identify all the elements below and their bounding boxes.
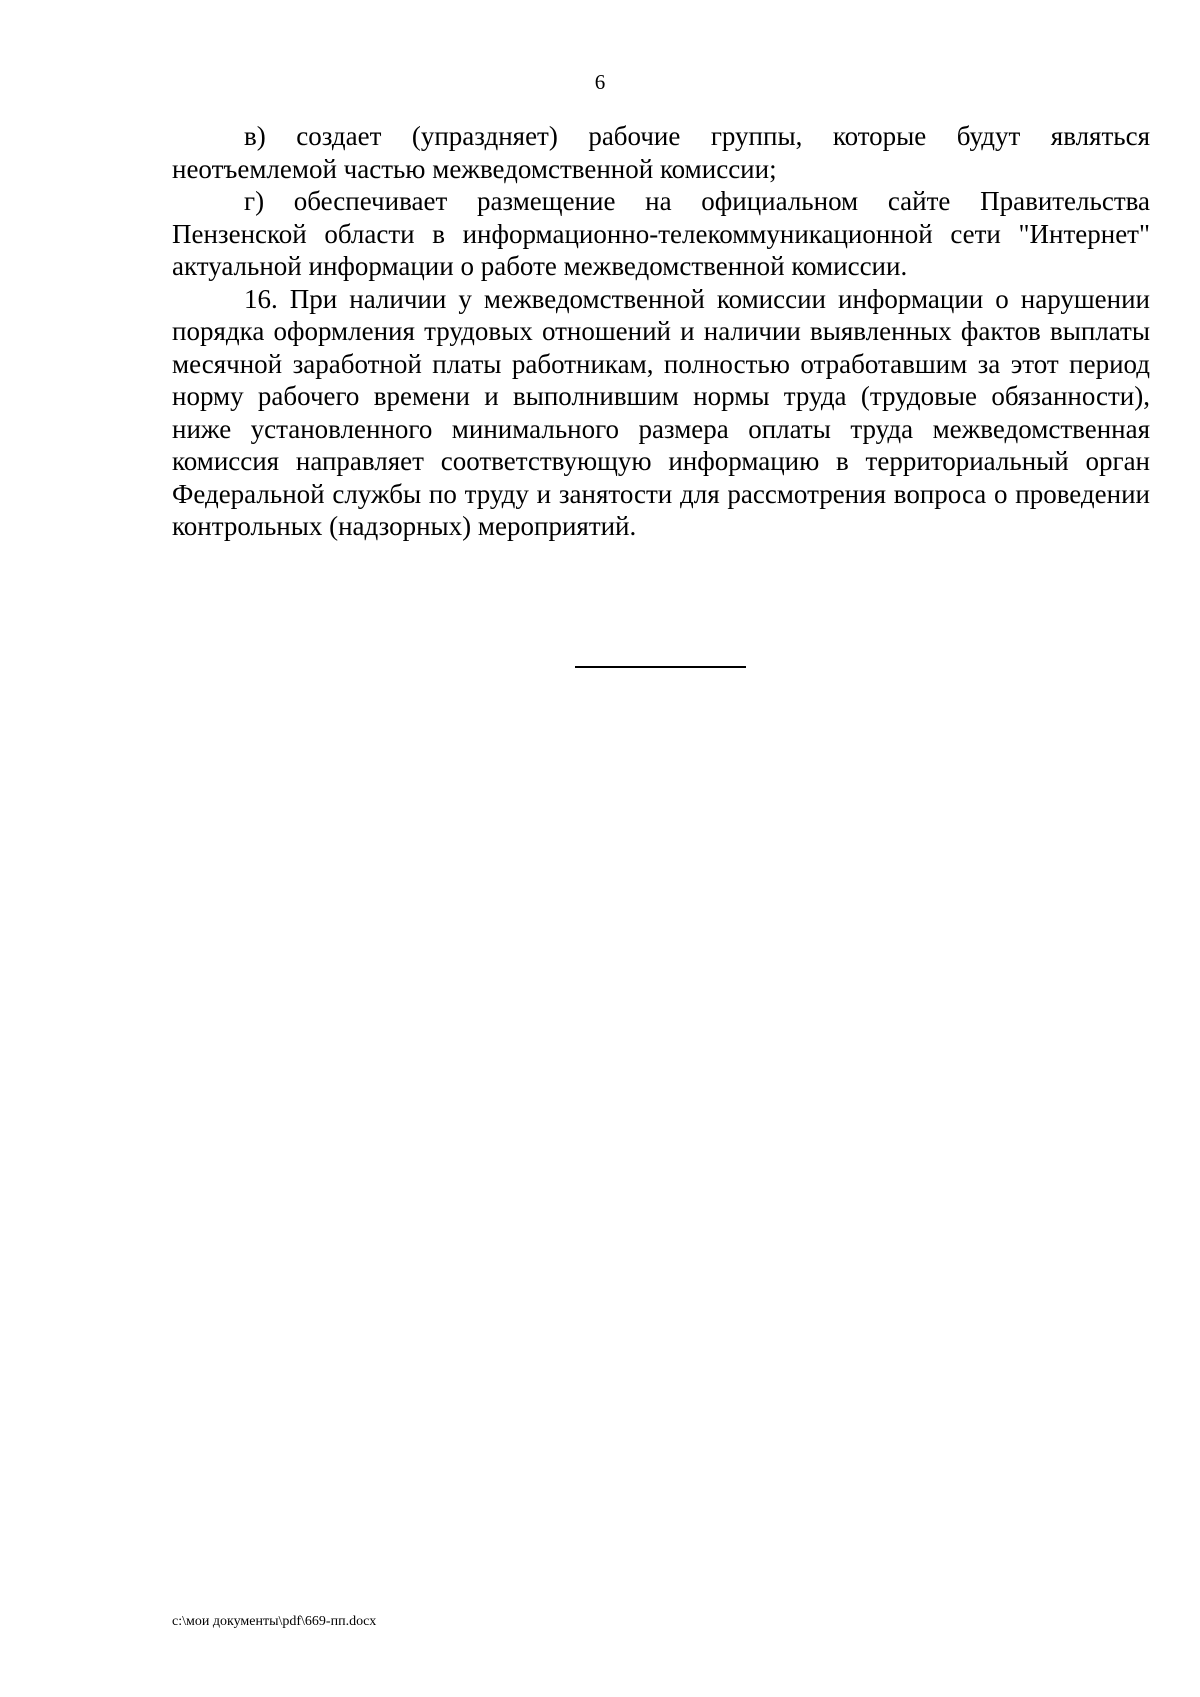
section-separator-line <box>575 666 746 668</box>
paragraph-16: 16. При наличии у межведомственной комиссии информации о нарушении порядка оформления трудовых отношений и наличии выявленных фактов выплаты месячной заработной платы работникам, полностью отработавшим за этот период норму рабочего времени и выполнившим нормы труда (трудовые обязанности), ниже установленного минимального размера оплаты труда межведомственная комиссия направляет соответствующую информацию в территориальный орган Федеральной службы по труду и занятости для рассмотрения вопроса о проведении контрольных (надзорных) мероприятий. <box>172 283 1150 541</box>
footer-file-path: c:\мои документы\pdf\669-пп.docx <box>172 1614 377 1629</box>
page-number: 6 <box>594 70 606 94</box>
paragraph-g: г) обеспечивает размещение на официальном сайте Правительства Пензенской области в информационно-телекоммуникационной сети "Интернет" актуальной информации о работе межведомственной комиссии. <box>172 186 1150 281</box>
paragraph-v: в) создает (упраздняет) рабочие группы, которые будут являться неотъемлемой частью межведомственной комиссии; <box>172 121 1150 184</box>
document-body <box>172 120 1150 543</box>
